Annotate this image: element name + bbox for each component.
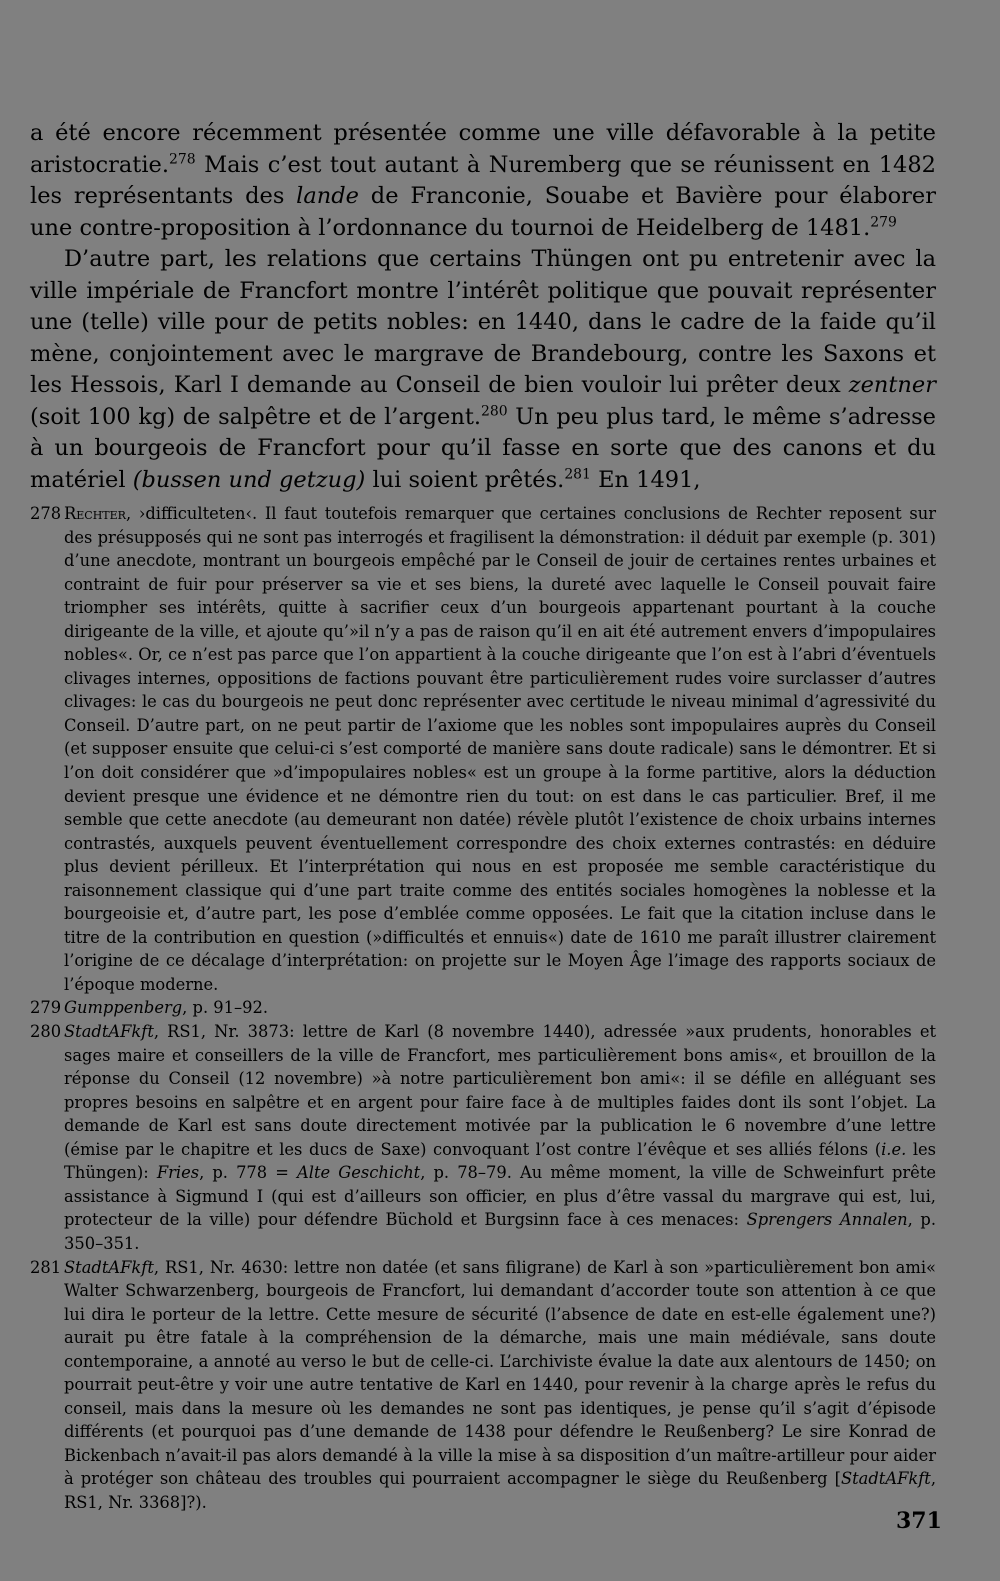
footnote-text: , p. 91–92. <box>182 998 269 1018</box>
footnote-text: , p. 78–79. Au même moment, la ville de Schweinfurt prête assistance à Sigmund I (qui est d’ailleurs son officier, en plus d’être vassal du margrave qui est, lui, protecteur de la ville) pour défendre Büchold et Burgsinn face à ces menaces: <box>64 1163 936 1230</box>
page-number: 371 <box>896 1508 942 1534</box>
footnote-ref-281[interactable]: 281 <box>564 466 591 482</box>
text-run: lui soient prêtés. <box>365 466 565 493</box>
source-title: StadtAFkft <box>64 1257 154 1277</box>
text-run: a été encore récemment présentée comme une ville défavorable à la petite aristocratie. <box>30 120 936 178</box>
footnote-279 <box>30 996 936 1020</box>
source-title: Alte Geschicht <box>297 1163 421 1183</box>
footnote-278 <box>30 502 936 996</box>
source-title: StadtAFkft <box>64 1022 154 1042</box>
source-title: StadtAFkft <box>840 1469 931 1489</box>
footnote-text: les Thüngen): <box>64 1139 937 1183</box>
footnote-ref-280[interactable]: 280 <box>481 403 508 419</box>
footnotes <box>30 502 936 1515</box>
main-text <box>30 118 936 496</box>
italic-term: zentner <box>848 372 936 398</box>
footnote-281 <box>30 1256 936 1515</box>
text-run: Mais c’est tout autant à Nuremberg que se réunissent en 1482 les représentants des <box>30 151 936 209</box>
italic-term: (bussen und getzug) <box>132 466 366 493</box>
footnote-text: , ›difficulteten‹. Il faut toutefois remarquer que certaines conclusions de Rechter reposent sur des présupposés qui ne sont pas interrogés et fragilisent la démonstration: il déduit par exemple (p. 301) d’une anecdote, montrant un bourgeois empêché par le Conseil de jouir de certaines rentes urbaines et contraint de fuir pour préserver sa vie et ses biens, la dureté avec laquelle le Conseil pouvait faire triompher ses intérêts, quitte à sacrifier ceux d’un bourgeois appartenant pourtant à la couche dirigeante de la ville, et ajoute qu’»il n’y a pas de raison qu’il en ait été autrement envers d’impopulaires nobles«. Or, ce n’est pas parce que l’on appartient à la couche dirigeante que l’on est à l’abri d’éventuels clivages internes, oppositions de factions pouvant être particulièrement rudes voire surclasser d’autres clivages: le cas du bourgeois ne peut donc représenter avec certitude le niveau minimal d’agressivité du Conseil. D’autre part, on ne peut partir de l’axiome que les nobles sont impopulaires auprès du Conseil (et supposer ensuite que celui-ci s’est comporté de manière sans doute radicale) sans le démontrer. Et si l’on doit considérer que »d’impopulaires nobles« est un groupe à la forme partitive, alors la déduction devient presque une évidence et ne démontre rien du tout: on est dans le cas particulier. Bref, il me semble que cette anecdote (au demeurant non datée) révèle plutôt l’existence de choix urbains internes contrastés, auxquels peuvent éventuellement correspondre des choix externes contrastés: en déduire plus devient périlleux. Et l’interprétation qui nous en est proposée me semble caractéristique du raisonnement classique qui d’une part traite comme des entités sociales homogènes la noblesse et la bourgeoisie et, d’autre part, les pose d’emblée comme opposées. Le fait que la citation incluse dans le titre de la contribution en question (»difficultés et ennuis«) date de 1610 me paraît illustrer clairement l’origine de ce décalage d’interprétation: on projette sur le Moyen Âge l’image des rapports sociaux de l’époque moderne. <box>64 504 936 994</box>
text-run: En 1491, <box>590 466 701 493</box>
author-name: Rechter <box>64 504 126 523</box>
footnote-number: 279 <box>30 998 62 1018</box>
text-run: D’autre part, les relations que certains Thüngen ont pu entretenir avec la ville impériale de Francfort montre l’intérêt politique que pouvait représenter une (telle) ville pour de petits nobles: en 1440, dans le cadre de la faide qu’il mène, conjointement avec le margrave de Brandebourg, contre les Saxons et les Hessois, Karl I demande au Conseil de bien vouloir lui prêter deux <box>30 246 936 398</box>
footnote-ref-278[interactable]: 278 <box>168 151 196 167</box>
source-title: Gumppenberg <box>64 998 183 1018</box>
footnote-text: , p. 778 = <box>199 1163 298 1183</box>
footnote-text: , RS1, Nr. 3368]?). <box>64 1469 936 1512</box>
text-run: de Franconie, Souabe et Bavière pour élaborer une contre-proposition à l’ordonnance du tournoi de Heidelberg de 1481. <box>30 183 936 241</box>
footnote-number: 281 <box>30 1257 62 1277</box>
footnote-text: , RS1, Nr. 4630: lettre non datée (et sans filigrane) de Karl à son »particulièrement bon ami« Walter Schwarzenberg, bourgeois de Francfort, lui demandant d’accorder toute son attention à ce que lui dira le porteur de la lettre. Cette mesure de sécurité (l’absence de date en est-elle également une?) aurait pu être fatale à la compréhension de la démarche, mais une main médiévale, sans doute contemporaine, a annoté au verso le but de celle-ci. L’archiviste évalue la date aux alentours de 1450; on pourrait peut-être y voir une autre tentative de Karl en 1440, pour revenir à la charge après le refus du conseil, mais dans la mesure où les demandes ne sont pas identiques, je pense qu’il s’agit d’épisode différents (et pourquoi pas d’une demande de 1438 pour défendre le Reußenberg? Le sire Konrad de Bickenbach n’avait-il pas alors demandé à la ville la mise à sa disposition d’un maître-artilleur pour aider à protéger son château des troubles qui pourraient accompagner le siège du Reußenberg [ <box>64 1257 936 1489</box>
text-run: Un peu plus tard, le même s’adresse à un bourgeois de Francfort pour qu’il fasse en sorte que des canons et du matériel <box>30 403 936 493</box>
source-title: Sprengers Annalen <box>746 1210 908 1230</box>
footnote-number: 278 <box>30 504 62 523</box>
paragraph-1 <box>30 118 936 244</box>
footnote-number: 280 <box>30 1022 62 1042</box>
italic-term: i.e. <box>881 1139 907 1159</box>
italic-term: lande <box>296 183 359 209</box>
footnote-text: , p. 350–351. <box>64 1210 936 1253</box>
footnote-280 <box>30 1020 936 1255</box>
footnote-ref-279[interactable]: 279 <box>870 214 897 230</box>
paragraph-2 <box>30 244 936 496</box>
text-run: (soit 100 kg) de salpêtre et de l’argent. <box>30 403 482 430</box>
footnote-text: , RS1, Nr. 3873: lettre de Karl (8 novembre 1440), adressée »aux prudents, honorables et sages maire et conseillers de la ville de Francfort, mes particulièrement bons amis«, et brouillon de la réponse du Conseil (12 novembre) »à notre particulièrement bon ami«: il se défile en alléguant ses propres besoins en salpêtre et en argent pour faire face à de multiples faides dont ils sont l’objet. La demande de Karl est sans doute directement motivée par la publication le 6 novembre d’une lettre (émise par le chapitre et les ducs de Saxe) convoquant l’ost contre l’évêque et ses alliés félons ( <box>64 1022 936 1159</box>
source-title: Fries <box>156 1163 200 1183</box>
